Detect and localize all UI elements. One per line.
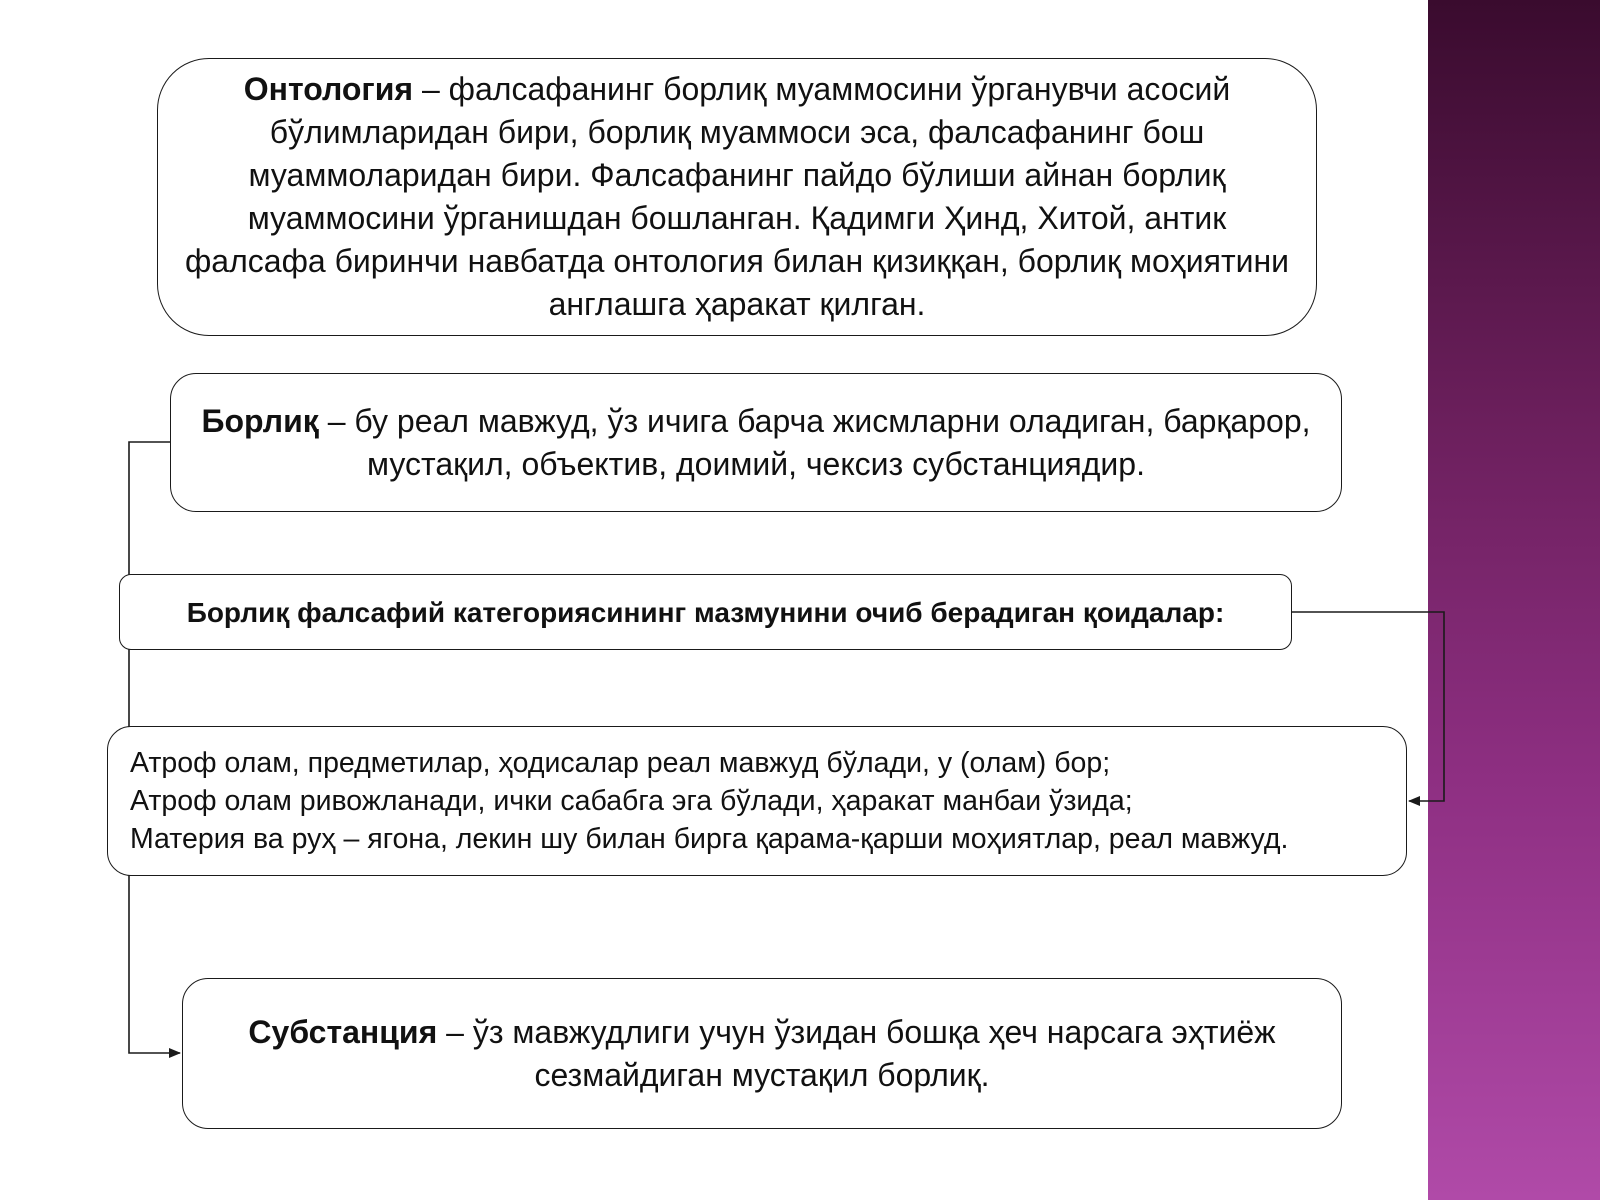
rules-heading-box [119, 574, 1292, 650]
substance-definition [212, 1011, 1312, 1097]
decorative-side-band [1428, 0, 1600, 1200]
rule-item: Атроф олам, предметилар, ҳодисалар реал мавжуд бўлади, у (олам) бор; [130, 747, 1111, 779]
substance-text: – ўз мавжудлиги учун ўзидан бошқа ҳеч нарсага эҳтиёж сезмайдиган мустақил борлиқ. [437, 1013, 1276, 1093]
ontology-definition [177, 68, 1297, 326]
rules-heading: Борлиқ фалсафий категориясининг мазмунини очиб берадиган қоидалар: [186, 596, 1225, 628]
rule-item: Материя ва руҳ – ягона, лекин шу билан бирга қарама-қарши моҳиятлар, реал мавжуд. [130, 823, 1289, 855]
borlik-definition-box [170, 373, 1342, 512]
rules-list [130, 744, 1288, 858]
borlik-definition [196, 400, 1316, 486]
substance-definition-box [182, 978, 1342, 1129]
ontology-term: Онтология [243, 71, 414, 107]
borlik-text: – бу реал мавжуд, ўз ичига барча жисмларни оладиган, барқарор, мустақил, объектив, доимий, чексиз субстанциядир. [318, 402, 1311, 482]
ontology-definition-box [157, 58, 1317, 336]
rules-box [107, 726, 1407, 876]
borlik-term: Борлиқ [201, 402, 319, 439]
rule-item: Атроф олам ривожланади, ички сабабга эга бўлади, ҳаракат манбаи ўзида; [130, 785, 1133, 817]
substance-term: Субстанция [248, 1013, 438, 1050]
ontology-text: – фалсафанинг борлиқ муаммосини ўрганувчи асосий бўлимларидан бири, борлиқ муаммоси эса, фалсафанинг бош муаммоларидан бири. Фалсафанинг пайдо бўлиши айнан борлиқ муаммосини ўрганишдан бошланган. Қадимги Ҳинд, Хитой, антик фалсафа биринчи навбатда онтология билан қизиққан, борлиқ моҳиятини англашга ҳаракат қилган. [184, 71, 1290, 322]
